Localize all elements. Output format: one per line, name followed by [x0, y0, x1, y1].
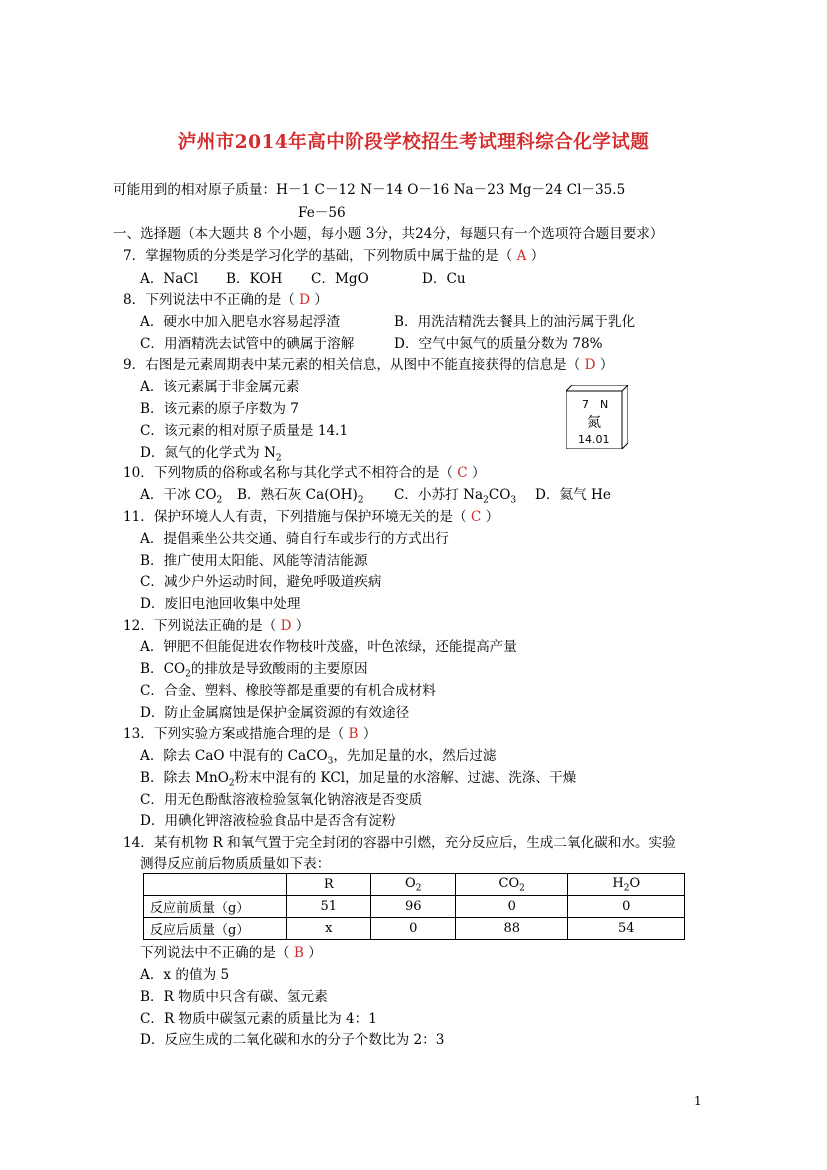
q13-close: ）	[362, 726, 377, 742]
q10-option-d: D．氦气 He	[535, 487, 611, 503]
table-header-sub: 2	[519, 883, 525, 894]
table-header-text: CO	[498, 875, 520, 891]
q12-option-d: D．防止金属腐蚀是保护金属资源的有效途径	[140, 705, 410, 721]
table-cell: 反应后质量（g）	[144, 918, 287, 940]
q13-option-a-pre: A．除去 CaO 中混有的 CaCO	[140, 748, 328, 764]
element-card-number: 7	[582, 398, 589, 411]
q10-option-a-text: A．干冰 CO	[140, 487, 217, 503]
q13-option-a-post: ，先加足量的水，然后过滤	[333, 748, 497, 764]
q9-close: ）	[599, 357, 614, 373]
q14-sub-stem	[140, 944, 322, 962]
q12-option-c: C．合金、塑料、橡胶等都是重要的有机合成材料	[140, 683, 436, 699]
q10-option-c-sub2: 3	[510, 495, 517, 506]
q8-close: ）	[314, 292, 328, 308]
table-header-tail: O	[629, 875, 641, 891]
q9-option-a: A．该元素属于非金属元素	[140, 379, 300, 395]
q9-answer: D	[584, 357, 596, 373]
table-header-row	[144, 874, 685, 896]
q7-close: ）	[530, 248, 545, 264]
element-card-symbol: N	[600, 398, 609, 411]
table-cell: 0	[568, 896, 685, 918]
element-card-mass: 14.01	[578, 433, 610, 446]
q12-stem	[123, 617, 309, 635]
table-cell: 反应前质量（g）	[144, 896, 287, 918]
mass-table	[143, 873, 685, 940]
q7-option-a: A．NaCl	[140, 271, 199, 287]
q14-close: ）	[308, 945, 322, 961]
q9-stem	[123, 356, 613, 374]
table-cell: 0	[371, 918, 455, 940]
table-header-cell	[144, 874, 287, 896]
q14-option-c: C．R 物质中碳氢元素的质量比为 4：1	[140, 1011, 377, 1027]
q11-option-a: A．提倡乘坐公共交通、骑自行车或步行的方式出行	[140, 531, 449, 547]
q13-option-b-sub: 2	[228, 778, 235, 789]
q13-option-b-post: 粉末中混有的 KCl，加足量的水溶解、过滤、洗涤、干燥	[234, 770, 577, 786]
q12-option-a: A．钾肥不但能促进农作物枝叶茂盛，叶色浓绿，还能提高产量	[140, 639, 517, 655]
q11-answer: C	[470, 509, 482, 525]
table-cell: x	[287, 918, 371, 940]
q14-option-d: D．反应生成的二氧化碳和水的分子个数比为 2：3	[140, 1032, 445, 1048]
table-header-text: O	[405, 875, 416, 891]
q10-option-a-sub: 2	[216, 495, 223, 506]
q10-stem	[123, 464, 486, 482]
q13-option-a	[140, 747, 497, 771]
q10-option-c	[394, 486, 516, 510]
table-row	[144, 918, 685, 940]
q10-option-c-sub1: 2	[483, 495, 489, 506]
table-header-sub: 2	[415, 883, 422, 894]
q11-close: ）	[485, 509, 500, 525]
q7-option-c: C．MgO	[311, 271, 369, 287]
table-header-text: H	[612, 875, 624, 891]
q9-option-c: C．该元素的相对原子质量是 14.1	[140, 423, 349, 439]
q14-stem-line1: 14．某有机物 R 和氧气置于完全封闭的容器中引燃，充分反应后，生成二氧化碳和水。实验	[123, 835, 676, 851]
q10-option-c-mid: CO	[488, 487, 511, 503]
element-card-nitrogen	[566, 385, 628, 449]
q8-option-a: A．硬水中加入肥皂水容易起浮渣	[140, 314, 341, 330]
q12-option-b	[140, 660, 368, 684]
q11-option-c: C．减少户外运动时间，避免呼吸道疾病	[140, 574, 382, 590]
q12-option-b-sub: 2	[185, 669, 191, 680]
q13-stem-text: 13．下列实验方案或措施合理的是（	[123, 726, 345, 742]
q8-option-c: C．用酒精洗去试管中的碘属于溶解	[140, 336, 355, 352]
table-row	[144, 896, 685, 918]
q14-option-b: B．R 物质中只含有碳、氢元素	[140, 989, 328, 1005]
table-cell: 54	[568, 918, 685, 940]
q8-stem-text: 8．下列说法中不正确的是（	[123, 292, 295, 308]
atomic-masses-line2: Fe－56	[298, 205, 346, 221]
q12-option-b-post: 的排放是导致酸雨的主要原因	[190, 661, 368, 677]
table-header-sub: 2	[623, 883, 630, 894]
table-header-cell	[455, 874, 568, 896]
q14-answer: B	[293, 945, 304, 961]
q12-close: ）	[295, 618, 310, 634]
q7-stem	[123, 247, 544, 265]
q13-option-c: C．用无色酚酞溶液检验氢氧化钠溶液是否变质	[140, 792, 423, 808]
q10-option-b	[237, 486, 364, 510]
q8-option-b: B．用洗洁精洗去餐具上的油污属于乳化	[394, 314, 636, 330]
q12-stem-text: 12．下列说法正确的是（	[123, 618, 277, 634]
q13-option-b-pre: B．除去 MnO	[140, 770, 229, 786]
q10-option-a	[140, 486, 222, 510]
q11-stem-text: 11．保护环境人人有责，下列措施与保护环境无关的是（	[123, 509, 467, 525]
q11-option-d: D．废旧电池回收集中处理	[140, 596, 301, 612]
q11-stem	[123, 508, 499, 526]
table-cell: 96	[371, 896, 455, 918]
q10-option-c-text: C．小苏打 Na	[394, 487, 484, 503]
element-card-name: 氮	[587, 415, 601, 431]
q10-answer: C	[457, 465, 468, 481]
page-number: 1	[694, 1094, 702, 1108]
section-heading: 一、选择题（本大题共 8 个小题，每小题 3分，共24分，每题只有一个选项符合题目要求）	[113, 226, 664, 242]
q13-option-b	[140, 769, 576, 793]
q9-stem-text: 9．右图是元素周期表中某元素的相关信息，从图中不能直接获得的信息是（	[123, 357, 581, 373]
table-header-cell: R	[287, 874, 371, 896]
table-cell: 0	[455, 896, 568, 918]
q14-stem-line2: 测得反应前后物质质量如下表：	[140, 856, 331, 872]
q7-answer: A	[516, 248, 527, 264]
q9-option-b: B．该元素的原子序数为 7	[140, 401, 299, 417]
q8-answer: D	[299, 292, 311, 308]
q7-stem-text: 7．掌握物质的分类是学习化学的基础，下列物质中属于盐的是（	[123, 248, 513, 264]
q8-option-d: D．空气中氮气的质量分数为 78%	[394, 336, 603, 352]
table-header-cell	[568, 874, 685, 896]
q13-option-a-sub: 3	[327, 756, 334, 767]
table-header-cell	[371, 874, 455, 896]
q12-answer: D	[280, 618, 292, 634]
q12-option-b-pre: B．CO	[140, 661, 186, 677]
q9-option-d-text: D．氮气的化学式为 N	[140, 445, 276, 461]
q13-answer: B	[348, 726, 359, 742]
exam-title: 泸州市2014年高中阶段学校招生考试理科综合化学试题	[177, 132, 650, 153]
q10-option-b-sub: 2	[357, 495, 364, 506]
atomic-masses-line1: 可能用到的相对原子质量：H－1 C－12 N－14 O－16 Na－23 Mg－24 Cl－35.5	[113, 182, 626, 198]
table-cell: 88	[455, 918, 568, 940]
q10-close: ）	[472, 465, 486, 481]
q7-option-b: B．KOH	[226, 271, 283, 287]
q8-stem	[123, 291, 328, 309]
table-cell: 51	[287, 896, 371, 918]
q9-option-d-sub: 2	[275, 453, 282, 464]
q14-option-a: A．x 的值为 5	[140, 967, 230, 983]
q10-stem-text: 10．下列物质的俗称或名称与其化学式不相符合的是（	[123, 465, 453, 481]
q14-sub-stem-text: 下列说法中不正确的是（	[140, 945, 290, 961]
q13-option-d: D．用碘化钾溶液检验食品中是否含有淀粉	[140, 813, 396, 829]
q10-option-b-text: B．熟石灰 Ca(OH)	[237, 487, 358, 503]
q7-option-d: D．Cu	[422, 271, 466, 287]
q11-option-b: B．推广使用太阳能、风能等清洁能源	[140, 553, 368, 569]
q13-stem	[123, 725, 376, 743]
